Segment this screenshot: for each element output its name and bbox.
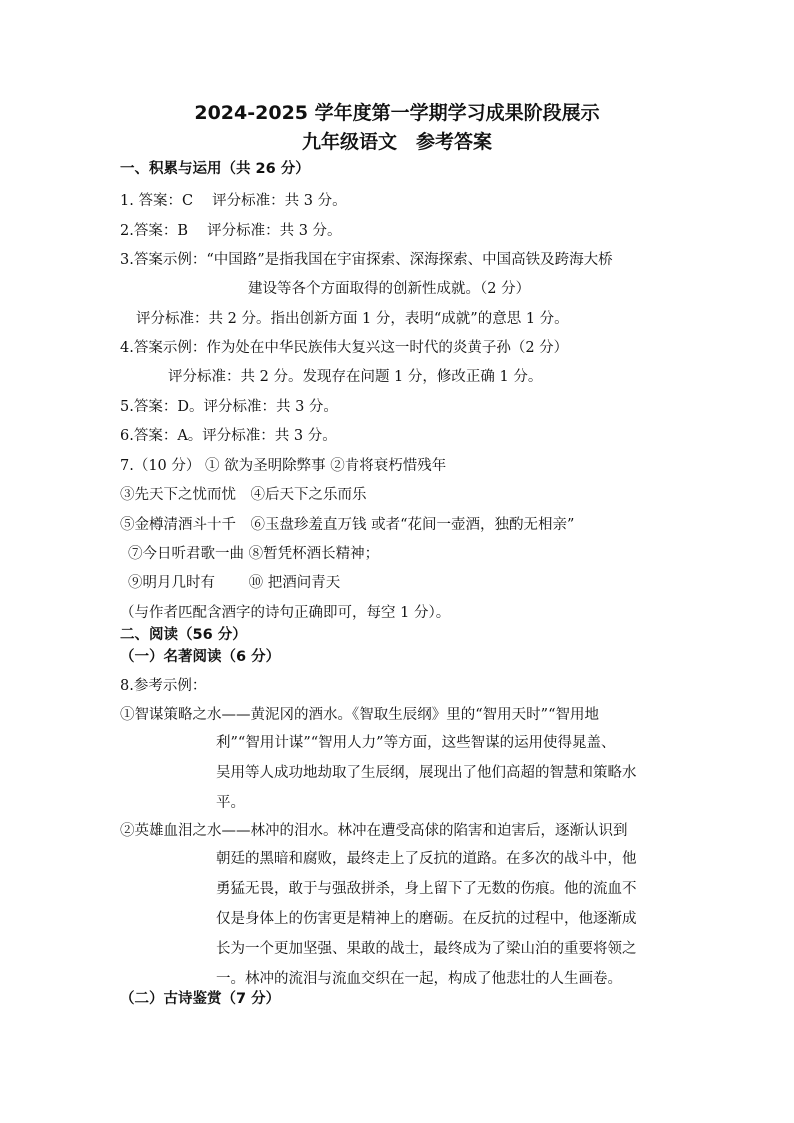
section2-sub1-heading: （一）名著阅读（6 分） [120,649,281,665]
answer-q8-item2-body [216,844,676,994]
answer-q8-item2-line: 仅是身体上的伤害更是精神上的磨砺。在反抗的过程中，他逐渐成 [216,911,637,927]
answer-q4-standard: 评分标准：共 2 分。发现存在问题 1 分，修改正确 1 分。 [168,369,543,385]
answer-q1: 1. 答案：C 评分标准：共 3 分。 [120,193,347,209]
answer-q7-note: （与作者匹配含酒字的诗句正确即可，每空 1 分）。 [120,605,451,621]
section1-heading: 一、积累与运用（共 26 分） [120,161,310,177]
answer-q2: 2.答案：B 评分标准：共 3 分。 [120,223,342,239]
section2-sub2-heading: （二）古诗鉴赏（7 分） [120,991,281,1007]
answer-q7-line1: 7.（10 分） ① 欲为圣明除弊事 ②肯将衰朽惜残年 [120,458,447,474]
answer-q8-label: 8.参考示例： [120,678,207,694]
answer-q8-item1-line: 吴用等人成功地劫取了生辰纲，展现出了他们高超的智慧和策略水 [216,765,637,781]
answer-q7-line2: ③先天下之忧而忧 ④后天下之乐而乐 [120,487,367,503]
answer-q3-line2: 建设等各个方面取得的创新性成就。（2 分） [248,281,531,297]
answer-q6: 6.答案：A。评分标准：共 3 分。 [120,428,337,444]
answer-q3-line1: 3.答案示例：“中国路”是指我国在宇宙探索、深海探索、中国高铁及跨海大桥 [120,252,613,268]
answer-q5: 5.答案：D。评分标准：共 3 分。 [120,399,338,415]
answer-q8-item2-line: 长为一个更加坚强、果敢的战士，最终成为了梁山泊的重要将领之 [216,941,637,957]
answer-q7-line4: ⑦今日听君歌一曲 ⑧暂凭杯酒长精神； [128,546,380,562]
answer-q8-item1-body [216,728,676,818]
answer-q4: 4.答案示例：作为处在中华民族伟大复兴这一时代的炎黄子孙（2 分） [120,340,569,356]
answer-q8-item2-line: 勇猛无畏，敢于与强敌拼杀，身上留下了无数的伤痕。他的流血不 [216,881,637,897]
answer-q8-item1-line: 利”“智用计谋”“智用人力”等方面，这些智谋的运用使得晁盖、 [216,735,616,751]
answer-q3-standard: 评分标准：共 2 分。指出创新方面 1 分，表明“成就”的意思 1 分。 [136,311,569,327]
answer-q8-item2-head: ②英雄血泪之水——林冲的泪水。林冲在遭受高俅的陷害和迫害后，逐渐认识到 [120,823,628,839]
page-title: 2024-2025 学年度第一学期学习成果阶段展示 [194,102,600,124]
answer-q7-line3: ⑤金樽清酒斗十千 ⑥玉盘珍羞直万钱 或者“花间一壶酒，独酌无相亲” [120,517,575,533]
answer-q8-item2-line: 朝廷的黑暗和腐败，最终走上了反抗的道路。在多次的战斗中，他 [216,851,637,867]
answer-q8-item2-line: 一。林冲的流泪与流血交织在一起，构成了他悲壮的人生画卷。 [216,971,622,987]
page-subtitle: 九年级语文 参考答案 [301,131,492,153]
answer-q8-item1-head: ①智谋策略之水——黄泥冈的酒水。《智取生辰纲》里的“智用天时”“智用地 [120,707,599,723]
answer-q8-item1-line: 平。 [216,795,245,811]
answer-q7-line5: ⑨明月几时有 ⑩ 把酒问青天 [128,575,341,591]
section2-heading: 二、阅读（56 分） [120,627,247,643]
